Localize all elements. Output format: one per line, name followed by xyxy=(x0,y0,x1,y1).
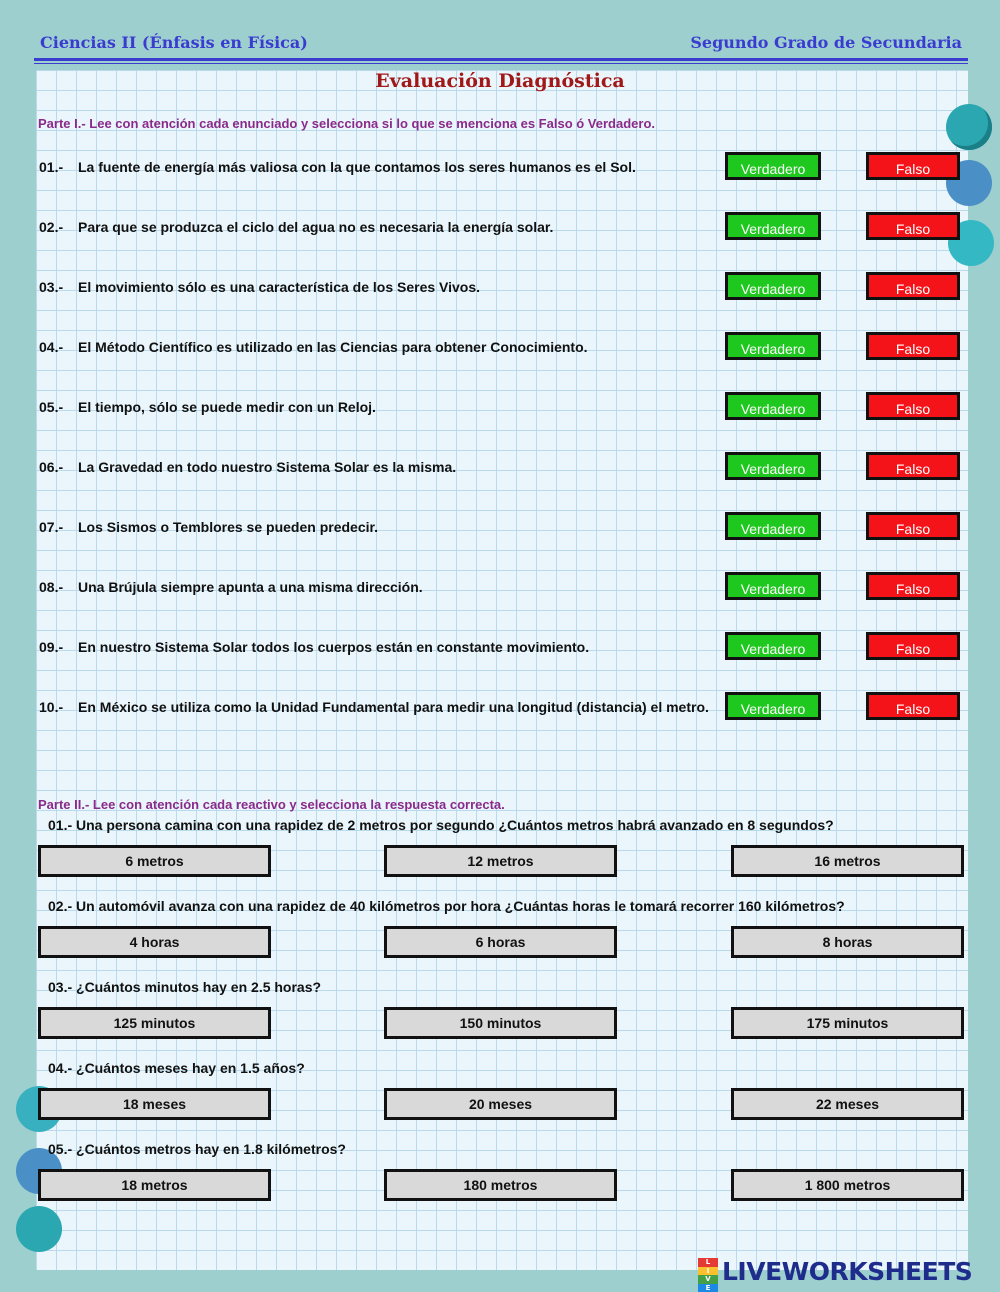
tf-question-row xyxy=(0,690,1000,726)
true-button[interactable]: Verdadero xyxy=(725,512,821,540)
true-button[interactable]: Verdadero xyxy=(725,572,821,600)
false-button[interactable]: Falso xyxy=(866,452,960,480)
answer-option[interactable]: 16 metros xyxy=(731,845,964,877)
tf-question-row xyxy=(0,570,1000,606)
false-button[interactable]: Falso xyxy=(866,212,960,240)
true-button[interactable]: Verdadero xyxy=(725,272,821,300)
true-button[interactable]: Verdadero xyxy=(725,692,821,720)
decor-circle xyxy=(16,1206,62,1252)
true-button[interactable]: Verdadero xyxy=(725,452,821,480)
false-button[interactable]: Falso xyxy=(866,332,960,360)
answer-option[interactable]: 125 minutos xyxy=(38,1007,271,1039)
question-text: Para que se produzca el ciclo del agua no es necesaria la energía solar. xyxy=(78,219,554,235)
question-number: 04.- xyxy=(39,339,64,355)
false-button[interactable]: Falso xyxy=(866,572,960,600)
logo-letter: L xyxy=(698,1258,718,1267)
tf-question-row xyxy=(0,330,1000,366)
tf-question-row xyxy=(0,630,1000,666)
question-number: 08.- xyxy=(39,579,64,595)
answer-option[interactable]: 8 horas xyxy=(731,926,964,958)
logo-mark-icon xyxy=(698,1258,718,1292)
true-button[interactable]: Verdadero xyxy=(725,212,821,240)
false-button[interactable]: Falso xyxy=(866,632,960,660)
false-button[interactable]: Falso xyxy=(866,512,960,540)
true-button[interactable]: Verdadero xyxy=(725,152,821,180)
false-button[interactable]: Falso xyxy=(866,272,960,300)
part1-instruction: Parte I.- Lee con atención cada enunciado y selecciona si lo que se menciona es Falso ó Verdadero. xyxy=(38,116,655,131)
answer-option[interactable]: 12 metros xyxy=(384,845,617,877)
tf-question-row xyxy=(0,390,1000,426)
mc-question-text: 03.- ¿Cuántos minutos hay en 2.5 horas? xyxy=(48,979,322,995)
header-divider xyxy=(34,58,968,61)
answer-option[interactable]: 180 metros xyxy=(384,1169,617,1201)
logo-letter: E xyxy=(698,1284,718,1292)
tf-question-row xyxy=(0,150,1000,186)
mc-question-text: 01.- Una persona camina con una rapidez de 2 metros por segundo ¿Cuántos metros habrá avanzado en 8 segundos? xyxy=(48,817,834,833)
answer-option[interactable]: 1 800 metros xyxy=(731,1169,964,1201)
true-button[interactable]: Verdadero xyxy=(725,332,821,360)
answer-option[interactable]: 6 horas xyxy=(384,926,617,958)
answer-option[interactable]: 175 minutos xyxy=(731,1007,964,1039)
question-text: El tiempo, sólo se puede medir con un Reloj. xyxy=(78,399,376,415)
mc-question-text: 05.- ¿Cuántos metros hay en 1.8 kilómetros? xyxy=(48,1141,346,1157)
question-text: El movimiento sólo es una característica de los Seres Vivos. xyxy=(78,279,481,295)
question-number: 03.- xyxy=(39,279,64,295)
answer-option[interactable]: 22 meses xyxy=(731,1088,964,1120)
question-text: La fuente de energía más valiosa con la que contamos los seres humanos es el Sol. xyxy=(78,159,636,175)
logo-text: LIVEWORKSHEETS xyxy=(722,1256,973,1286)
tf-question-row xyxy=(0,510,1000,546)
logo-letter: V xyxy=(698,1275,718,1284)
question-number: 10.- xyxy=(39,699,64,715)
answer-option[interactable]: 18 meses xyxy=(38,1088,271,1120)
question-text: Los Sismos o Temblores se pueden predecir. xyxy=(78,519,379,535)
header-divider-thin xyxy=(34,63,968,64)
question-number: 01.- xyxy=(39,159,64,175)
question-number: 07.- xyxy=(39,519,64,535)
question-number: 05.- xyxy=(39,399,64,415)
question-number: 02.- xyxy=(39,219,64,235)
question-text: Una Brújula siempre apunta a una misma dirección. xyxy=(78,579,423,595)
false-button[interactable]: Falso xyxy=(866,392,960,420)
answer-option[interactable]: 18 metros xyxy=(38,1169,271,1201)
grade-header: Segundo Grado de Secundaria xyxy=(690,33,962,52)
decor-circle xyxy=(946,104,992,150)
question-text: La Gravedad en todo nuestro Sistema Solar es la misma. xyxy=(78,459,457,475)
tf-question-row xyxy=(0,270,1000,306)
mc-question-text: 04.- ¿Cuántos meses hay en 1.5 años? xyxy=(48,1060,305,1076)
mc-question-text: 02.- Un automóvil avanza con una rapidez de 40 kilómetros por hora ¿Cuántas horas le tomará recorrer 160 kilómetros? xyxy=(48,898,845,914)
question-text: En México se utiliza como la Unidad Fundamental para medir una longitud (distancia) el metro. xyxy=(78,699,709,715)
logo-letter: I xyxy=(698,1267,718,1276)
answer-option[interactable]: 6 metros xyxy=(38,845,271,877)
answer-option[interactable]: 4 horas xyxy=(38,926,271,958)
answer-option[interactable]: 150 minutos xyxy=(384,1007,617,1039)
question-number: 09.- xyxy=(39,639,64,655)
question-number: 06.- xyxy=(39,459,64,475)
true-button[interactable]: Verdadero xyxy=(725,392,821,420)
question-text: El Método Científico es utilizado en las Ciencias para obtener Conocimiento. xyxy=(78,339,588,355)
liveworksheets-logo xyxy=(698,1256,973,1292)
subject-header: Ciencias II (Énfasis en Física) xyxy=(40,33,308,52)
false-button[interactable]: Falso xyxy=(866,152,960,180)
answer-option[interactable]: 20 meses xyxy=(384,1088,617,1120)
false-button[interactable]: Falso xyxy=(866,692,960,720)
tf-question-row xyxy=(0,450,1000,486)
part2-instruction: Parte II.- Lee con atención cada reactivo y selecciona la respuesta correcta. xyxy=(38,797,505,812)
page-title: Evaluación Diagnóstica xyxy=(375,70,625,92)
question-text: En nuestro Sistema Solar todos los cuerpos están en constante movimiento. xyxy=(78,639,590,655)
true-button[interactable]: Verdadero xyxy=(725,632,821,660)
tf-question-row xyxy=(0,210,1000,246)
